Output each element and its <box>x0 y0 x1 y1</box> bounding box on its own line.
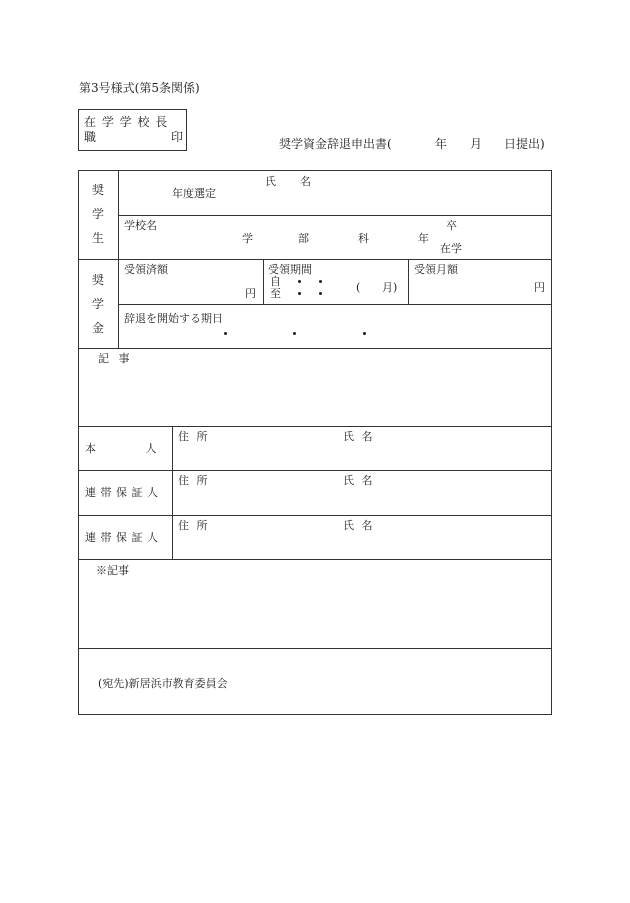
name-label: 氏 名 <box>343 430 373 443</box>
grade-label: 年 <box>418 232 429 245</box>
title-month: 月 <box>470 137 483 151</box>
months-paren-open: ( <box>356 281 361 294</box>
document-title: 奨学資金辞退申出書( <box>279 137 392 151</box>
principal-title: 在 学 学 校 長 <box>84 115 169 129</box>
person-label-guarantor-1: 連 帯 保 証 人 <box>85 486 158 499</box>
notes-label: 記 事 <box>98 352 130 365</box>
person-label-self: 本 人 <box>85 442 157 455</box>
date-separator <box>224 332 227 335</box>
date-separator <box>319 292 322 295</box>
divider <box>118 304 552 305</box>
months-label: 月) <box>382 281 398 294</box>
address-label: 住 所 <box>178 430 208 443</box>
graduated-label: 卒 <box>446 219 457 232</box>
period-from-label: 自 <box>270 275 281 288</box>
addressee: (宛先)新居浜市教育委員会 <box>98 677 228 690</box>
date-separator <box>298 292 301 295</box>
address-label: 住 所 <box>178 474 208 487</box>
principal-seal-label: 印 <box>171 130 184 144</box>
date-separator <box>363 332 366 335</box>
selection-year-label: 年度選定 <box>172 187 216 200</box>
department-label: 科 <box>358 232 369 245</box>
name-label: 氏 名 <box>343 519 373 532</box>
divider <box>78 648 552 649</box>
divider <box>118 215 552 216</box>
address-label: 住 所 <box>178 519 208 532</box>
divider <box>78 259 552 260</box>
period-label: 受領期間 <box>268 263 312 276</box>
monthly-amount-label: 受領月額 <box>414 263 458 276</box>
faculty-bu-label: 部 <box>298 232 309 245</box>
received-total-label: 受領済額 <box>124 263 168 276</box>
enrolled-label: 在学 <box>440 242 462 255</box>
title-year: 年 <box>435 137 448 151</box>
decline-start-label: 辞退を開始する期日 <box>124 312 223 325</box>
school-name-label: 学校名 <box>124 219 157 232</box>
date-separator <box>319 280 322 283</box>
divider <box>263 259 264 304</box>
divider <box>118 170 119 348</box>
divider <box>78 559 552 560</box>
divider <box>78 470 552 471</box>
student-name-label: 氏 <box>265 175 276 188</box>
office-notes-label: ※記事 <box>96 564 129 577</box>
faculty-gaku-label: 学 <box>242 232 253 245</box>
date-separator <box>293 332 296 335</box>
name-label: 氏 名 <box>343 474 373 487</box>
received-total-yen: 円 <box>245 287 256 300</box>
student-name-label: 名 <box>300 175 311 188</box>
divider <box>172 426 173 559</box>
divider <box>78 426 552 427</box>
form-number: 第3号様式(第5条関係) <box>79 81 200 95</box>
student-side-label: 奨 学 生 <box>91 183 104 245</box>
monthly-amount-yen: 円 <box>534 281 545 294</box>
period-to-label: 至 <box>270 287 281 300</box>
divider <box>78 515 552 516</box>
date-separator <box>298 280 301 283</box>
title-day: 日提出) <box>504 137 545 151</box>
scholarship-side-label: 奨 学 金 <box>91 273 104 335</box>
divider <box>78 348 552 349</box>
principal-position-label: 職 <box>84 130 97 144</box>
person-label-guarantor-2: 連 帯 保 証 人 <box>85 531 158 544</box>
divider <box>408 259 409 304</box>
